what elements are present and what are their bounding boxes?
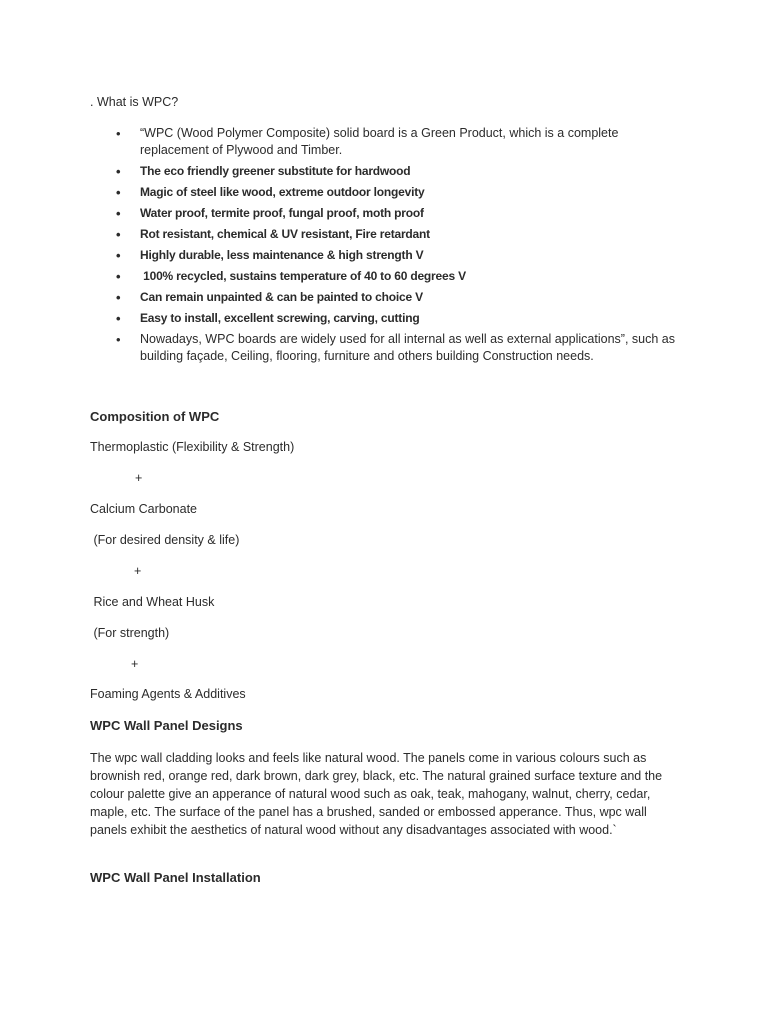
bullet-item [116,125,686,159]
bullet-item [116,247,686,264]
bullet-text: Water proof, termite proof, fungal proof, moth proof [140,206,424,220]
bullet-item [116,331,686,365]
composition-line: Foaming Agents & Additives [90,687,246,701]
designs-paragraph: The wpc wall cladding looks and feels like natural wood. The panels come in various colours such as brownish red, orange red, dark brown, dark grey, black, etc. The natural grained surface texture and the colour palette give an apperance of natural wood such as oak, teak, mahogany, walnut, cherry, cedar, maple, etc. The surface of the panel has a brushed, sanded or embossed apperance. Thus, wpc wall panels exhibit the aesthetics of natural wood without any disadvantages associated with wood.` [90,751,663,837]
bullet-item [116,163,686,180]
bullet-item [116,268,686,285]
bullet-text: Can remain unpainted & can be painted to choice V [140,290,423,304]
composition-line: Rice and Wheat Husk [90,595,215,609]
bullet-dot-icon: • [116,332,121,347]
plus-sign: + [134,564,142,578]
bullet-dot-icon: • [116,126,121,141]
bullet-dot-icon: • [116,311,121,326]
bullet-item [116,184,686,201]
bullet-text: 100% recycled, sustains temperature of 40 to 60 degrees V [140,269,466,283]
bullet-list [116,125,686,369]
composition-line: (For strength) [90,626,170,640]
bullet-text: Rot resistant, chemical & UV resistant, Fire retardant [140,227,430,241]
bullet-text: Highly durable, less maintenance & high strength V [140,248,424,262]
bullet-item [116,310,686,327]
bullet-item [116,289,686,306]
bullet-text: Magic of steel like wood, extreme outdoor longevity [140,185,425,199]
bullet-text: Nowadays, WPC boards are widely used for all internal as well as external applications”, such as building façade, Ceiling, flooring, furniture and others building Construction needs. [140,332,675,363]
bullet-item [116,226,686,243]
composition-line: (For desired density & life) [90,533,240,547]
bullet-text: Easy to install, excellent screwing, carving, cutting [140,311,420,325]
composition-line: Calcium Carbonate [90,502,197,516]
bullet-dot-icon: • [116,248,121,263]
bullet-dot-icon: • [116,164,121,179]
plus-sign: + [135,471,143,485]
bullet-item [116,205,686,222]
designs-heading: WPC Wall Panel Designs [90,718,243,733]
composition-line: Thermoplastic (Flexibility & Strength) [90,440,295,454]
installation-heading: WPC Wall Panel Installation [90,870,261,885]
composition-heading: Composition of WPC [90,409,220,424]
bullet-dot-icon: • [116,185,121,200]
bullet-text: The eco friendly greener substitute for hardwood [140,164,411,178]
plus-sign: + [131,657,139,671]
bullet-dot-icon: • [116,206,121,221]
intro-question: . What is WPC? [90,95,179,109]
bullet-dot-icon: • [116,290,121,305]
bullet-dot-icon: • [116,227,121,242]
bullet-dot-icon: • [116,269,121,284]
bullet-text: “WPC (Wood Polymer Composite) solid board is a Green Product, which is a complete replacement of Plywood and Timber. [140,126,619,157]
